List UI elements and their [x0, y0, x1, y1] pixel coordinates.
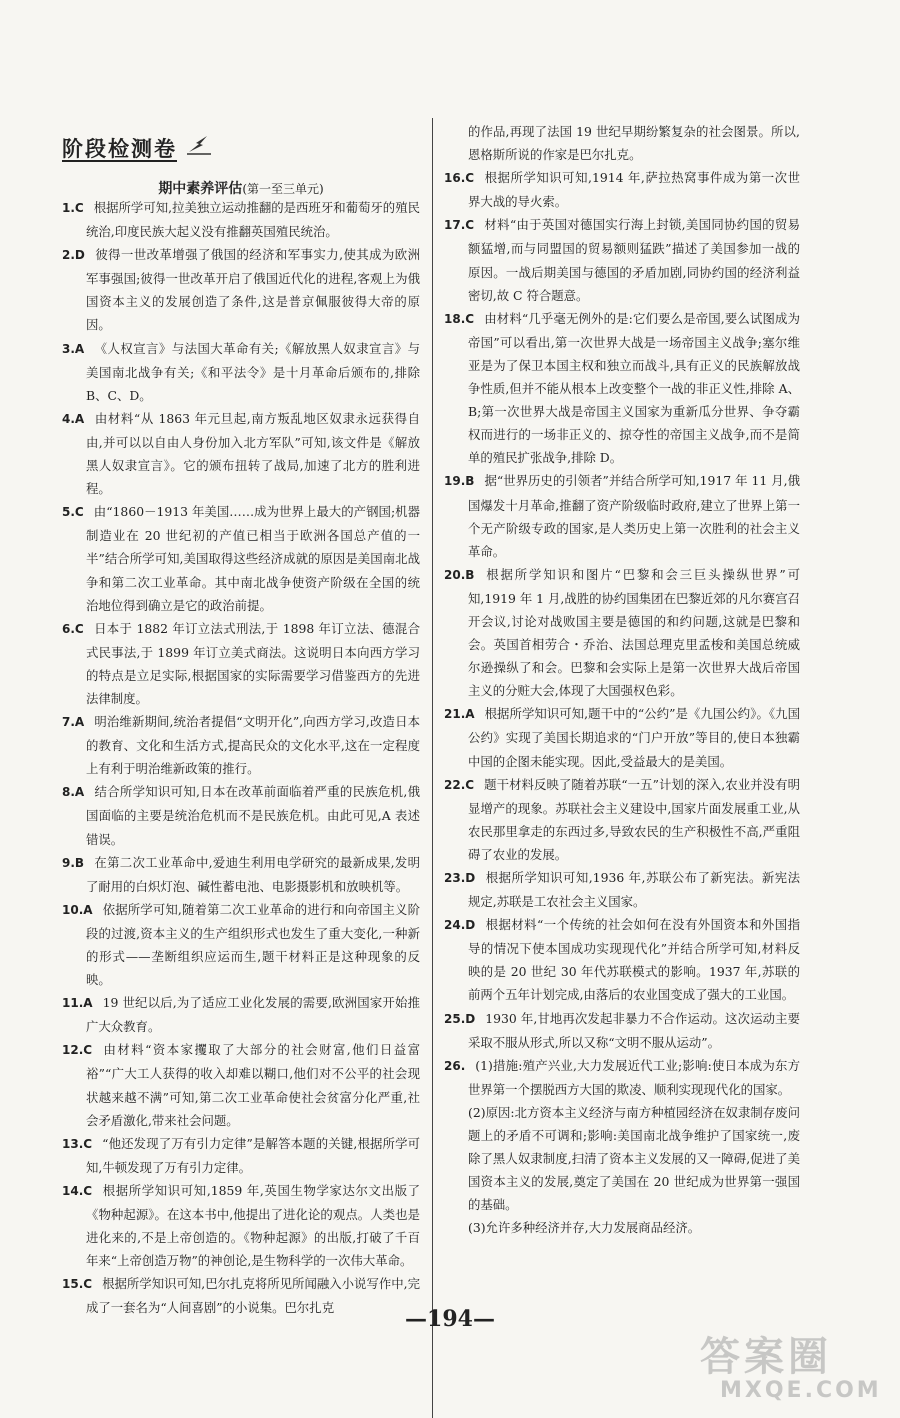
answer-letter: C: [465, 777, 475, 792]
answer-item: [444, 1054, 800, 1101]
answer-explanation: 结合所学知识可知,日本在改革前面临着严重的民族危机,俄国面临的主要是统治危机而不是民族危机。由此可见,A 表述错误。: [86, 784, 420, 847]
answer-item: [62, 407, 420, 500]
answer-item: [62, 196, 420, 243]
question-number: 24.: [444, 918, 466, 933]
question-number: 20.: [444, 567, 466, 582]
answer-item: [444, 469, 800, 562]
question-number: 23.: [444, 871, 466, 885]
answer-explanation: 日本于 1882 年订立法式刑法,于 1898 年订立法、德混合式民事法,于 1899 年订立美式商法。这说明日本向西方学习的特点是立足实际,根据国家的实际需要学习借鉴西方的先进法律制度。: [86, 620, 420, 706]
answer-explanation: 根据所学知识可知,1936 年,苏联公布了新宪法。新宪法规定,苏联是工农社会主义国家。: [468, 870, 800, 910]
answer-letter: B: [465, 474, 475, 489]
left-column: [62, 196, 420, 1320]
column-divider: [432, 118, 433, 1418]
question-number: 6.: [62, 621, 75, 636]
answer-explanation: 根据所学知识可知,1914 年,萨拉热窝事件成为第一次世界大战的导火索。: [468, 170, 800, 210]
answer-explanation: (1)措施:殖产兴业,大力发展近代工业;影响:使日本成为东方世界第一个摆脱西方大国的欺凌、顺利实现现代化的国家。: [468, 1057, 800, 1097]
answer-explanation: 根据所学知识可知,题干中的“公约”是《九国公约》。《九国公约》实现了美国长期追求的“门户开放”等目的,使日本独霸中国的企图未能实现。因此,受益最大的是美国。: [468, 706, 800, 769]
question-number: 16.: [444, 171, 466, 186]
answer-part: (2)原因:北方资本主义经济与南方种植园经济在奴隶制存废问题上的矛盾不可调和;影响:美国南北战争维护了国家统一,废除了黑人奴隶制度,扫清了资本主义发展的又一障碍,促进了美国资本主义的发展,奠定了美国在 20 世纪成为世界第一强国的基础。: [468, 1104, 800, 1213]
answer-item: [62, 500, 420, 616]
answer-explanation: 《人权宣言》与法国大革命有关;《解放黑人奴隶宣言》与美国南北战争有关;《和平法令》是十月革命后颁布的,排除 B、C、D。: [86, 340, 420, 403]
watermark: [700, 1325, 882, 1403]
answer-item: [62, 337, 420, 407]
answer-letter: B: [465, 567, 475, 582]
answer-item: [62, 991, 420, 1038]
answer-explanation: 根据所学知识可知,巴尔扎克将所见所闻融入小说写作中,完成了一套名为“人间喜剧”的小说集。巴尔扎克: [86, 1276, 420, 1316]
answer-explanation: 依据所学可知,随着第二次工业革命的进行和向帝国主义阶段的过渡,资本主义的生产组织形式也发生了重大变化,一种新的形式——垄断组织应运而生,题干材料正是这种现象的反映。: [86, 901, 420, 988]
answer-explanation: 根据材料“一个传统的社会如何在没有外国资本和外国指导的情况下使本国成功实现现代化”并结合所学可知,材料反映的是 20 世纪 30 年代苏联模式的影响。1937 年,苏联的前两个五年计划完成,由落后的农业国变成了强大的工业国。: [468, 917, 800, 1003]
answer-letter: A: [465, 707, 475, 722]
answer-item: [444, 563, 800, 703]
answer-item: [62, 243, 420, 336]
answer-letter: C: [465, 171, 475, 186]
answer-letter: D: [465, 1011, 476, 1026]
question-number: 19.: [444, 474, 466, 489]
question-number: 15.: [62, 1277, 84, 1292]
answer-item: [62, 617, 420, 710]
answer-letter: A: [83, 996, 93, 1011]
answer-letter: D: [465, 871, 476, 885]
question-number: 13.: [62, 1136, 84, 1151]
page-title: 阶段检测卷: [62, 137, 177, 161]
answer-explanation: 由材料“从 1863 年元旦起,南方叛乱地区奴隶永远获得自由,并可以以自由人身份加入北方军队”可知,该文件是《解放黑人奴隶宣言》。它的颁布扭转了战局,加速了北方的胜利进程。: [86, 410, 420, 497]
answer-explanation: 1930 年,甘地再次发起非暴力不合作运动。这次运动主要采取不服从形式,所以又称“文明不服从运动”。: [468, 1010, 800, 1050]
answer-item: [62, 710, 420, 780]
answer-explanation: 在第二次工业革命中,爱迪生利用电学研究的最新成果,发明了耐用的白炽灯泡、碱性蓄电池、电影摄影机和放映机等。: [86, 854, 420, 894]
question-number: 10.: [62, 902, 84, 917]
section-title: 期中素养评估: [158, 181, 243, 197]
answer-explanation: 由材料“资本家攫取了大部分的社会财富,他们日益富裕”“广大工人获得的收入却难以糊口,他们对不公平的社会现状越来越不满”可知,第二次工业革命使社会贫富分化严重,社会矛盾激化,带来社会问题。: [86, 1042, 420, 1128]
answer-letter: A: [74, 411, 85, 426]
section-heading: [62, 178, 420, 198]
question-number: 4.: [62, 411, 75, 426]
answer-item: [62, 851, 420, 898]
question-number: 8.: [62, 785, 75, 800]
answer-explanation: 题干材料反映了随着苏联“一五”计划的深入,农业并没有明显增产的现象。苏联社会主义建设中,国家片面发展重工业,从农民那里拿走的东西过多,导致农民的生产积极性不高,严重阻碍了农业的发展。: [468, 776, 800, 862]
answer-item: [444, 866, 800, 913]
answer-explanation: 根据所学可知,拉美独立运动推翻的是西班牙和葡萄牙的殖民统治,印度民族大起义没有推翻英国殖民统治。: [86, 200, 420, 240]
answer-letter: C: [465, 311, 475, 326]
watermark-url: MXQE.COM: [720, 1378, 882, 1403]
answer-explanation: 据“世界历史的引领者”并结合所学可知,1917 年 11 月,俄国爆发十月革命,推翻了资产阶级临时政府,建立了世界上第一个无产阶级专政的国家,是人类历史上第一次胜利的社会主义革命。: [468, 473, 800, 559]
answer-item: [62, 1038, 420, 1131]
answer-letter: C: [83, 1136, 93, 1151]
answer-letter: C: [465, 218, 475, 233]
answer-letter: B: [74, 855, 85, 870]
question-number: 22.: [444, 777, 466, 792]
answer-explanation: 由“1860－1913 年美国……成为世界上最大的产钢国;机器制造业在 20 世纪初的产值已相当于欧洲各国总产值的一半”结合所学可知,美国取得这些经济成就的原因是美国南北战争和第二次工业革命。其中南北战争使资产阶级在全国的统治地位得到确立是它的政治前提。: [86, 504, 420, 613]
question-number: 7.: [62, 715, 75, 730]
answer-letter: A: [83, 902, 93, 917]
answer-explanation: 根据所学知识和图片“巴黎和会三巨头操纵世界”可知,1919 年 1 月,战胜的协约国集团在巴黎近郊的凡尔赛宫召开会议,讨论对战败国主要是德国的和约问题,这就是巴黎和会。英国首相劳合・乔治、法国总理克里孟梭和美国总统威尔逊操纵了和会。巴黎和会实际上是第一次世界大战后帝国主义的分赃大会,体现了大国强权色彩。: [468, 566, 800, 699]
question-number: 25.: [444, 1011, 466, 1026]
question-number: 18.: [444, 311, 466, 326]
answer-explanation: 由材料“几乎毫无例外的是:它们要么是帝国,要么试图成为帝国”可以看出,第一次世界大战是一场帝国主义战争;塞尔维亚是为了保卫本国主权和独立而战斗,具有正义的民族解放战争性质,但并不能从根本上改变整个一战的非正义性,排除 A、B;第一次世界大战是帝国主义国家为重新瓜分世界、争夺霸权而进行的一场非正义的、掠夺性的帝国主义战争,而不是简单的殖民扩张战争,排除 D。: [468, 310, 800, 466]
answer-letter: C: [74, 201, 84, 215]
answer-explanation: 根据所学知识可知,1859 年,英国生物学家达尔文出版了《物种起源》。在这本书中,他提出了进化论的观点。人类也是进化来的,不是上帝创造的。《物种起源》的出版,打破了千百年来“上帝创造万物”的神创论,是生物科学的一次伟大革命。: [86, 1182, 420, 1269]
answer-letter: C: [83, 1183, 93, 1198]
question-number: 14.: [62, 1183, 84, 1198]
watermark-logo-text: 答案圈: [700, 1334, 832, 1380]
answer-explanation: 明治维新期间,统治者提倡“文明开化”,向西方学习,改造日本的教育、文化和生活方式,提高民众的文化水平,这在一定程度上有利于明治维新政策的推行。: [86, 714, 420, 777]
question-number: 11.: [62, 996, 84, 1011]
answer-item: [444, 166, 800, 213]
answer-continuation: 的作品,再现了法国 19 世纪早期纷繁复杂的社会图景。所以,恩格斯所说的作家是巴尔扎克。: [468, 124, 800, 163]
answer-letter: D: [465, 918, 476, 933]
answer-letter: C: [74, 621, 84, 636]
right-column: [444, 120, 800, 1240]
question-number: 5.: [62, 505, 75, 520]
answer-letter: A: [74, 785, 85, 800]
question-number: 21.: [444, 707, 466, 722]
question-number: 3.: [62, 341, 75, 356]
answer-item: [62, 780, 420, 850]
section-subtitle: (第一至三单元): [242, 182, 324, 196]
question-number: 1.: [62, 201, 75, 215]
lightning-icon: [185, 132, 213, 158]
answer-explanation: 彼得一世改革增强了俄国的经济和军事实力,使其成为欧洲军事强国;彼得一世改革开启了俄国近代化的进程,客观上为俄国资本主义的发展创造了条件,这是普京佩服彼得大帝的原因。: [86, 247, 420, 333]
answer-item: [62, 1179, 420, 1272]
answer-item: [444, 213, 800, 306]
answer-item: [62, 1132, 420, 1179]
answer-item: [62, 898, 420, 991]
answer-item: [444, 702, 800, 772]
question-number: 12.: [62, 1043, 84, 1058]
answer-explanation: 19 世纪以后,为了适应工业化发展的需要,欧洲国家开始推广大众教育。: [86, 995, 420, 1035]
answer-explanation: 材料“由于英国对德国实行海上封锁,美国同协约国的贸易额猛增,而与同盟国的贸易额则猛跌”描述了美国参加一战的原因。一战后期美国与德国的矛盾加剧,同协约国的经济利益密切,故 C 符合题意。: [468, 217, 800, 303]
answer-item: [444, 913, 800, 1006]
answer-letter: C: [83, 1043, 93, 1058]
answer-letter: D: [74, 248, 85, 263]
answer-letter: A: [74, 715, 85, 730]
question-number: 17.: [444, 218, 466, 233]
answer-letter: C: [74, 505, 84, 520]
question-number: 9.: [62, 855, 75, 870]
page-number: —194—: [405, 1306, 495, 1332]
question-number: 2.: [62, 248, 75, 263]
answer-letter: A: [74, 341, 85, 356]
answer-item: [444, 307, 800, 470]
answer-item: [444, 1007, 800, 1054]
question-number: 26.: [444, 1058, 466, 1073]
answer-explanation: “他还发现了万有引力定律”是解答本题的关键,根据所学可知,牛顿发现了万有引力定律。: [86, 1135, 420, 1175]
answer-item: [444, 773, 800, 866]
answer-letter: C: [83, 1277, 93, 1292]
answer-part: (3)允许多种经济并存,大力发展商品经济。: [468, 1220, 701, 1236]
